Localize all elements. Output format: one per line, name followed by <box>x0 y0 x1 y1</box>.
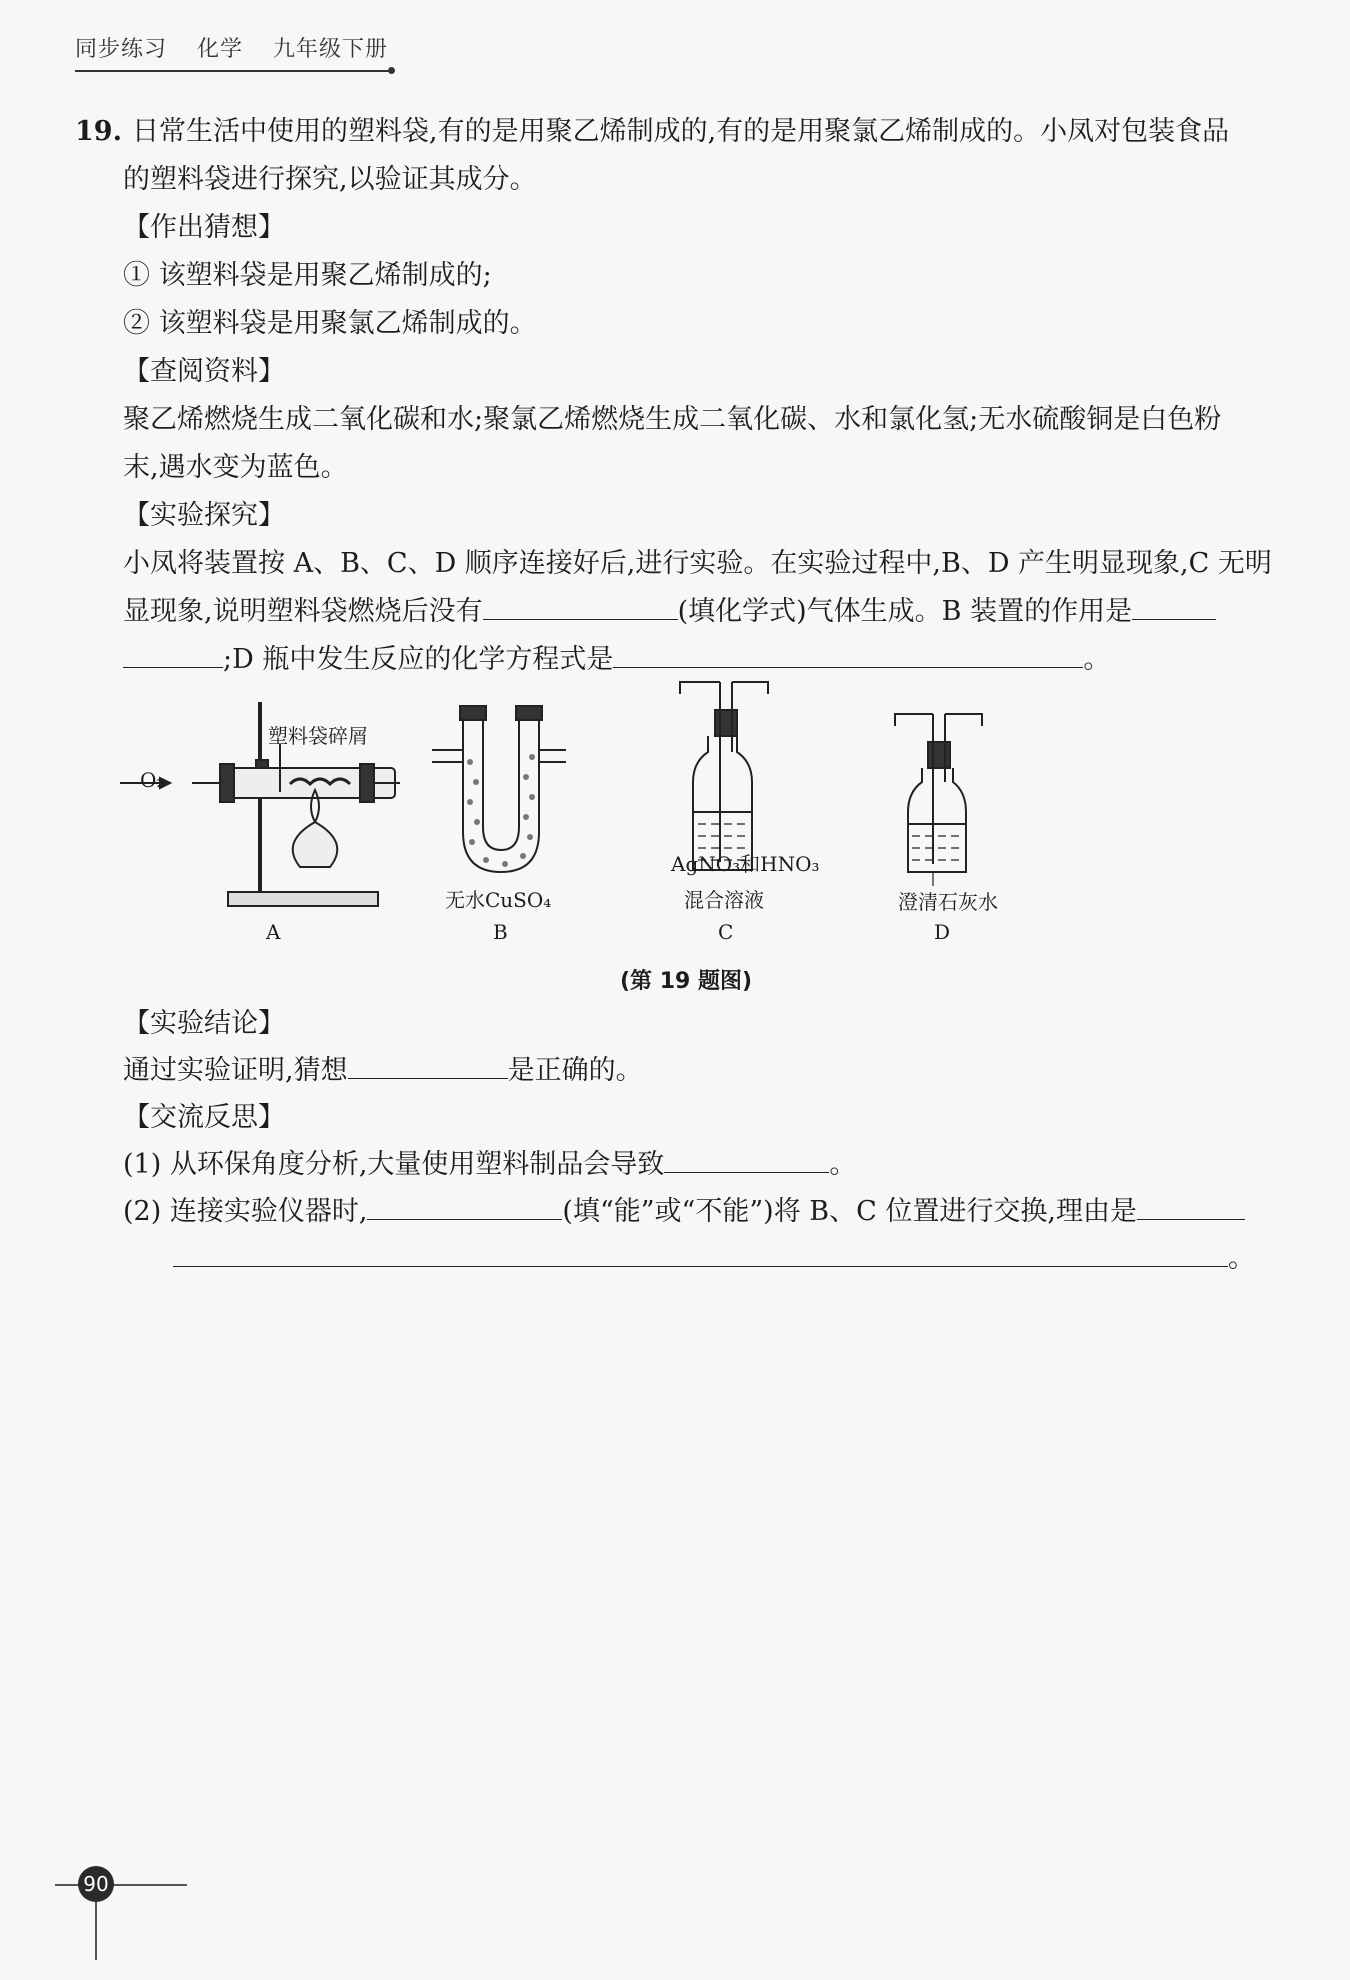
reflection-heading: 【交流反思】 <box>123 1102 285 1133</box>
answer-blank-b-purpose-part1[interactable] <box>1132 589 1216 620</box>
label-limewater: 澄清石灰水 <box>898 890 998 914</box>
label-agno3-hno3: AgNO₃和HNO₃ <box>671 852 820 876</box>
conclusion-line: 通过实验证明,猜想 是正确的。 <box>75 1047 1255 1094</box>
reflection-q2: (2) 连接实验仪器时, (填“能”或“不能”)将 B、C 位置进行交换,理由是 <box>75 1188 1255 1235</box>
apparatus-c <box>680 682 768 870</box>
conclusion-section <box>75 1000 1255 1282</box>
question-body <box>75 108 1272 684</box>
running-header <box>75 32 410 63</box>
experiment-heading: 【实验探究】 <box>123 500 285 531</box>
guess-heading: 【作出猜想】 <box>123 212 285 243</box>
answer-blank-d-equation[interactable] <box>613 637 1083 668</box>
conclusion-heading: 【实验结论】 <box>123 1008 285 1039</box>
answer-blank-reason-part1[interactable] <box>1137 1189 1245 1220</box>
label-oxygen: O₂ <box>140 768 165 792</box>
figure-caption: (第 19 题图) <box>620 969 753 994</box>
header-rule <box>75 70 393 72</box>
label-mixed-solution: 混合溶液 <box>684 888 764 912</box>
footer-rule <box>55 1884 187 1886</box>
reference-line-2: 末,遇水变为蓝色。 <box>123 452 348 483</box>
answer-blank-gas-formula[interactable] <box>483 589 678 620</box>
apparatus-d <box>895 714 982 886</box>
page-number: 90 <box>78 1866 114 1902</box>
apparatus-b <box>432 706 566 872</box>
reference-line-1: 聚乙烯燃烧生成二氧化碳和水;聚氯乙烯燃烧生成二氧化碳、水和氯化氢;无水硫酸铜是白色粉 <box>123 404 1222 435</box>
answer-blank-environment[interactable] <box>664 1142 829 1173</box>
question-number: 19. <box>75 116 122 147</box>
apparatus-drawing <box>120 672 1260 962</box>
experiment-line-1: 小凤将装置按 A、B、C、D 顺序连接好后,进行实验。在实验过程中,B、D 产生明显现象,C 无明 <box>123 548 1272 579</box>
header-subject: 化学 <box>197 37 244 62</box>
experiment-line-2: 显现象,说明塑料袋燃烧后没有 (填化学式)气体生成。B 装置的作用是 <box>75 588 1255 636</box>
answer-blank-reason-part2[interactable] <box>173 1236 1228 1267</box>
label-apparatus-d: D <box>934 920 951 944</box>
reflection-q1: (1) 从环保角度分析,大量使用塑料制品会导致 。 <box>75 1141 1255 1188</box>
label-apparatus-a: A <box>266 920 281 944</box>
label-apparatus-c: C <box>718 920 734 944</box>
label-anhydrous-cuso4: 无水CuSO₄ <box>445 888 552 912</box>
footer-vertical-rule <box>95 1900 97 1960</box>
header-dot <box>388 67 395 74</box>
answer-blank-b-purpose-part2[interactable] <box>123 637 223 668</box>
reference-heading: 【查阅资料】 <box>123 356 285 387</box>
guess-item-2: ② 该塑料袋是用聚氯乙烯制成的。 <box>123 308 537 339</box>
label-apparatus-b: B <box>493 920 508 944</box>
label-plastic-shards: 塑料袋碎屑 <box>268 724 368 748</box>
guess-item-1: ① 该塑料袋是用聚乙烯制成的; <box>123 260 492 291</box>
answer-blank-guess[interactable] <box>348 1048 508 1079</box>
question-intro-line-2: 的塑料袋进行探究,以验证其成分。 <box>123 164 537 195</box>
answer-blank-can-swap[interactable] <box>367 1189 562 1220</box>
question-intro-line-1: 19. 日常生活中使用的塑料袋,有的是用聚乙烯制成的,有的是用聚氯乙烯制成的。小凤对包装食品 <box>75 116 1230 147</box>
experiment-line-3: ;D 瓶中发生反应的化学方程式是 。 <box>75 636 1255 684</box>
apparatus-figure <box>120 672 1260 992</box>
header-grade: 九年级下册 <box>273 37 389 62</box>
header-series: 同步练习 <box>75 37 168 62</box>
reflection-q2-continued: 。 <box>75 1235 1255 1282</box>
